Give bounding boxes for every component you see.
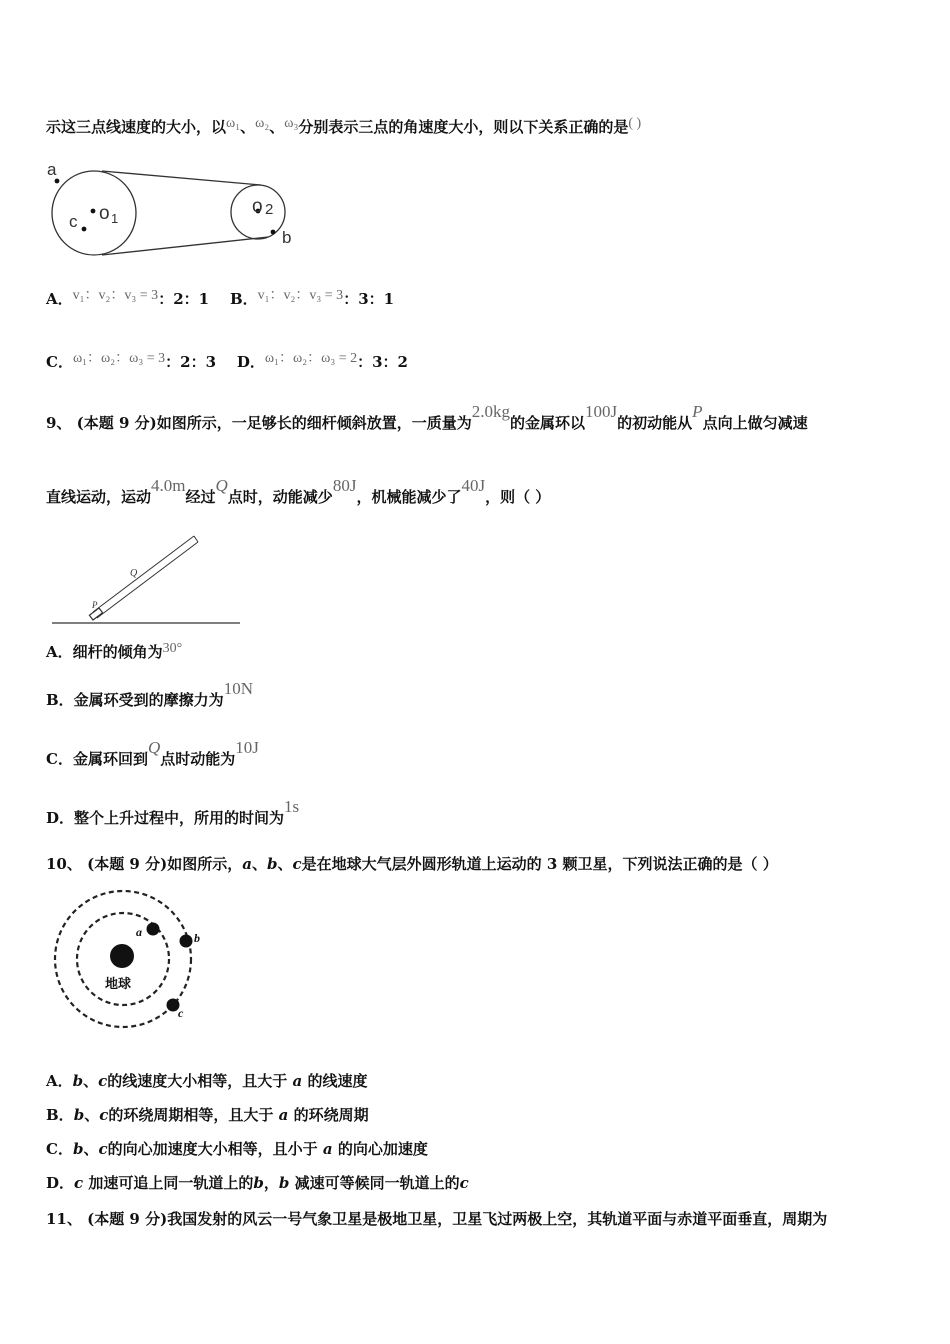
belt-top — [102, 171, 261, 185]
omega1-symbol: ω₁ — [226, 116, 241, 131]
q9-option-b[interactable]: B．金属环受到的摩擦力为10N — [46, 679, 253, 709]
point-a-dot — [55, 179, 60, 184]
label-o1: o — [99, 203, 110, 224]
distance-value: 4.0m — [151, 476, 186, 495]
pulley-belt-figure — [44, 160, 304, 260]
q11-tag: (本题 9 分) — [87, 1210, 168, 1228]
label-o2-sub: 2 — [265, 201, 274, 218]
q8-option-d[interactable]: D．ω₁：ω₂：ω₃ = 2：3：2 — [236, 351, 408, 371]
q9-option-a[interactable]: A．细杆的倾角为30° — [46, 641, 183, 661]
label-q: Q — [130, 568, 138, 579]
q10-option-b[interactable]: B．b、c的环绕周期相等，且大于 a 的环绕周期 — [46, 1106, 369, 1124]
q10-number: 10、 — [46, 855, 82, 873]
point-c-dot — [82, 227, 87, 232]
satellite-a — [147, 923, 160, 936]
omega2-symbol: ω₂ — [255, 116, 270, 131]
point-q: Q — [215, 476, 228, 495]
q9-option-c[interactable]: C．金属环回到Q点时动能为10J — [46, 738, 259, 768]
label-a: a — [47, 160, 57, 179]
q10-option-c[interactable]: C．b、c的向心加速度大小相等，且小于 a 的向心加速度 — [46, 1140, 428, 1158]
q9-stem-line2: 直线运动，运动4.0m经过Q点时，动能减少80J，机械能减少了40J，则（ ） — [46, 476, 551, 506]
satellite-c-label: c — [178, 1006, 184, 1020]
initial-energy-value: 100J — [585, 402, 618, 421]
q8-options-cd — [46, 351, 408, 372]
e-loss-value: 40J — [461, 476, 486, 495]
center-o1-dot — [91, 209, 96, 214]
satellite-b-label: b — [194, 931, 200, 945]
q8-option-b[interactable]: B．v₁：v₂：v₃ = 3：3：1 — [229, 288, 395, 308]
q9-number: 9、 — [46, 414, 72, 432]
label-o1-sub: 1 — [111, 211, 119, 226]
label-o2: o — [252, 196, 263, 217]
rod-lower-edge — [97, 542, 198, 618]
ek-loss-value: 80J — [332, 476, 357, 495]
q9-stem-line1: 9、 (本题 9 分)如图所示，一足够长的细杆倾斜放置，一质量为2.0kg的金属环以100J的初动能从P点向上做匀减速 — [46, 402, 808, 432]
q10-option-a[interactable]: A．b、c的线速度大小相等，且大于 a 的线速度 — [46, 1072, 368, 1090]
mass-value: 2.0kg — [471, 402, 511, 421]
q10-tag: (本题 9 分) — [87, 855, 168, 873]
incline-rod-figure — [50, 533, 250, 633]
point-b-dot — [271, 230, 276, 235]
label-c: c — [69, 212, 78, 231]
q11-stem: 11、 (本题 9 分)我国发射的风云一号气象卫星是极地卫星，卫星飞过两极上空，其轨道平面与赤道平面垂直，周期为 — [46, 1210, 828, 1228]
q9-option-d[interactable]: D．整个上升过程中，所用的时间为1s — [46, 797, 300, 827]
point-p: P — [692, 402, 703, 421]
satellite-b — [180, 935, 193, 948]
q8-option-a[interactable]: A．v₁：v₂：v₃ = 3：2：1 — [46, 288, 210, 308]
earth-label: 地球 — [105, 977, 132, 992]
q10-stem: 10、 (本题 9 分)如图所示，a、b、c是在地球大气层外圆形轨道上运动的 3 颗卫星，下列说法正确的是（ ） — [46, 855, 778, 873]
satellite-a-label: a — [136, 925, 142, 939]
omega3-symbol: ω₃ — [284, 116, 299, 131]
rod-top-end — [194, 536, 198, 542]
earth — [110, 944, 134, 968]
label-b: b — [282, 228, 292, 247]
label-p: P — [92, 600, 98, 610]
q10-option-d[interactable]: D．c 加速可追上同一轨道上的b，b 减速可等候同一轨道上的c — [46, 1174, 469, 1192]
q8-intro: 示这三点线速度的大小，以ω₁、ω₂、ω₃分别表示三点的角速度大小，则以下关系正确的是( ) — [46, 116, 642, 136]
q8-options-ab — [46, 288, 394, 309]
q9-tag: (本题 9 分) — [76, 414, 157, 432]
answer-paren: ( ) — [628, 116, 642, 131]
rod-upper-edge — [93, 536, 194, 612]
satellite-orbit-figure — [47, 887, 207, 1037]
q8-option-c[interactable]: C．ω₁：ω₂：ω₃ = 3：2：3 — [46, 351, 217, 371]
q11-number: 11、 — [46, 1210, 82, 1228]
